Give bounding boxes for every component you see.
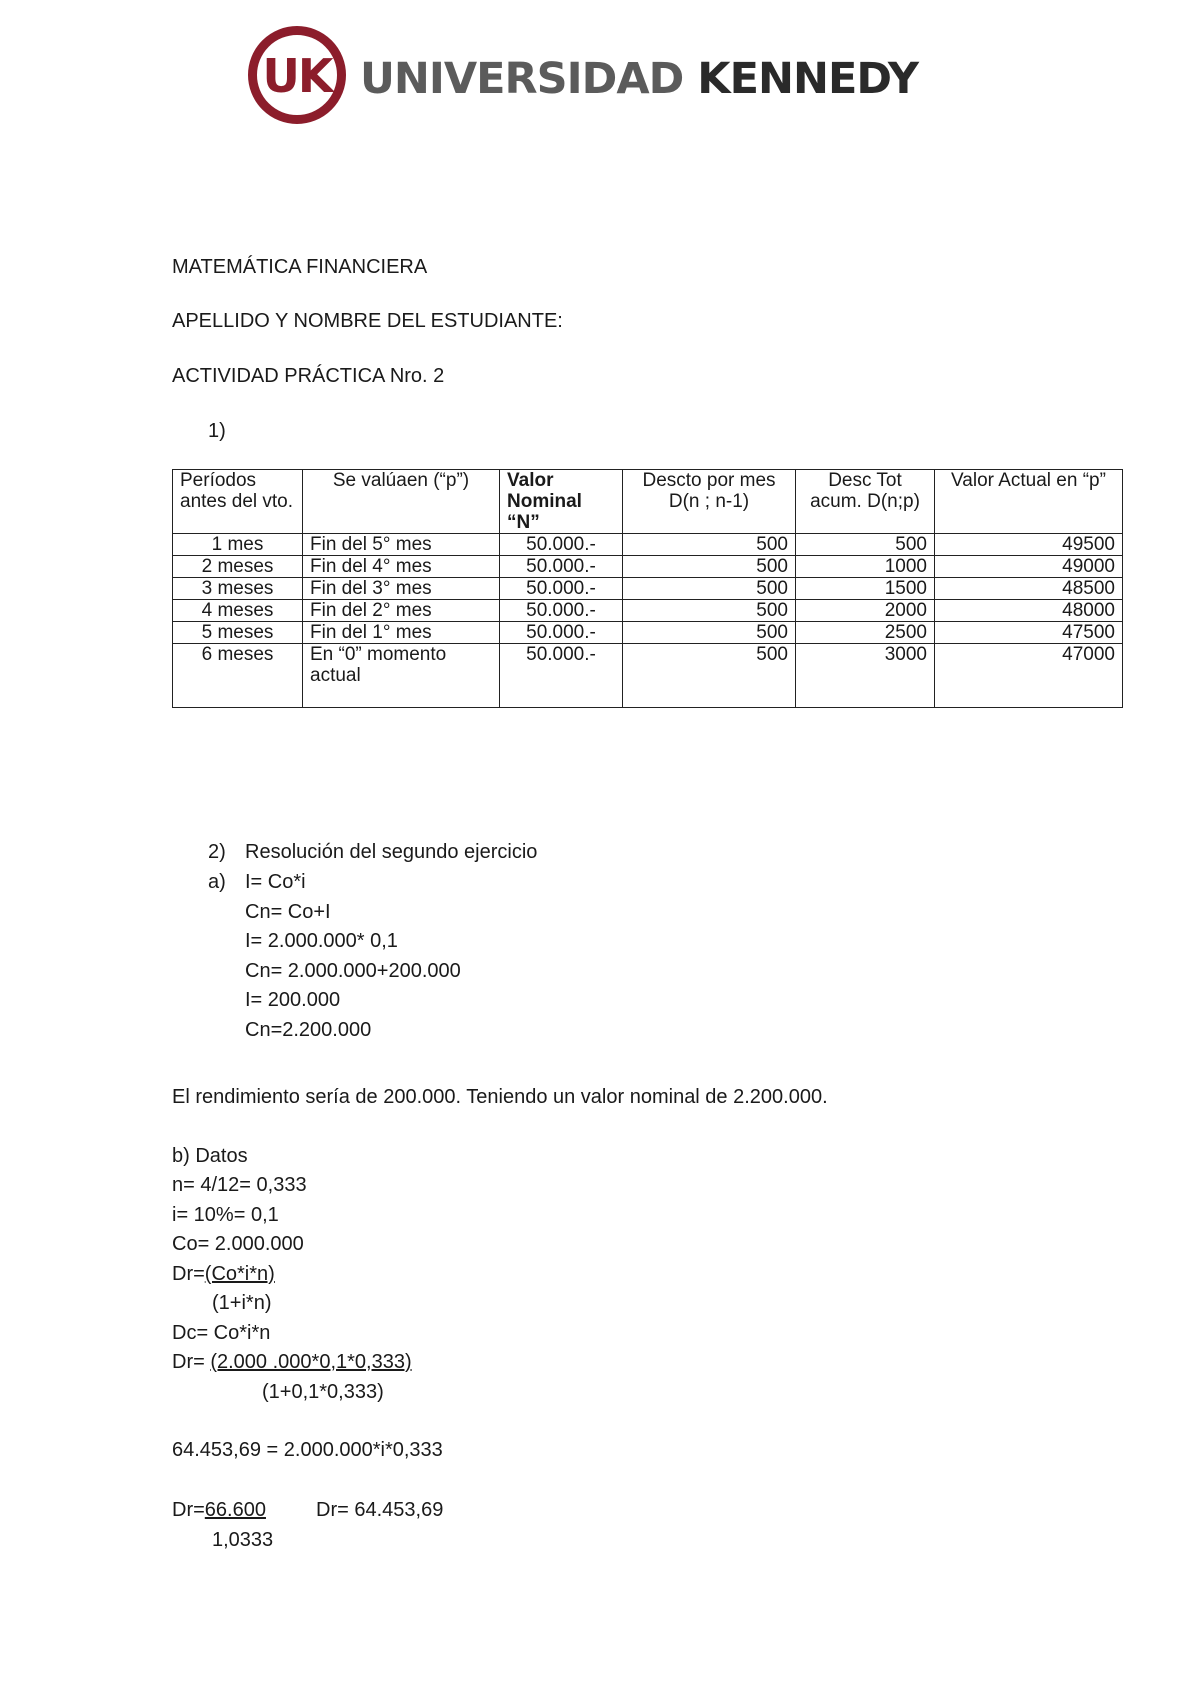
dr-sub-numerator: (2.000 .000*0,1*0,333)	[210, 1351, 412, 1373]
cell-desc-tot: 3000	[796, 644, 935, 708]
dr-sub-denominator: (1+0,1*0,333)	[262, 1381, 384, 1403]
header-descto: Descto por mes D(n ; n-1)	[623, 470, 796, 534]
cell-periodo: 6 meses	[173, 644, 303, 708]
student-name-label: APELLIDO Y NOMBRE DEL ESTUDIANTE:	[172, 310, 563, 332]
question-1-label: 1)	[208, 420, 226, 442]
cell-periodo: 5 meses	[173, 622, 303, 644]
dr-result	[172, 1498, 266, 1522]
cell-actual: 47500	[935, 622, 1123, 644]
logo-word-universidad: UNIVERSIDAD	[360, 54, 684, 104]
cell-nominal: 50.000.-	[500, 578, 623, 600]
header-periodos: Períodos antes del vto.	[173, 470, 303, 534]
table-row	[173, 556, 1123, 578]
dr-result-prefix: Dr=	[172, 1499, 205, 1521]
cell-descto: 500	[623, 556, 796, 578]
section-2-title: Resolución del segundo ejercicio	[245, 841, 538, 863]
university-logo	[248, 26, 948, 121]
logo-word-kennedy: KENNEDY	[697, 54, 919, 104]
cell-valua: Fin del 5° mes	[303, 534, 500, 556]
dr-substitution	[172, 1350, 412, 1374]
dc-formula: Dc= Co*i*n	[172, 1322, 271, 1344]
header-desc-tot: Desc Tot acum. D(n;p)	[796, 470, 935, 534]
conclusion-text: El rendimiento sería de 200.000. Teniendo un valor nominal de 2.200.000.	[172, 1086, 828, 1108]
table-row	[173, 600, 1123, 622]
formula-a-1: Cn= Co+I	[245, 901, 331, 923]
logo-mark	[248, 26, 346, 124]
table-row	[173, 622, 1123, 644]
cell-valua: Fin del 1° mes	[303, 622, 500, 644]
dr-prefix: Dr=	[172, 1263, 205, 1285]
cell-actual: 47000	[935, 644, 1123, 708]
table-row	[173, 644, 1123, 708]
table-row	[173, 534, 1123, 556]
cell-descto: 500	[623, 534, 796, 556]
cell-nominal: 50.000.-	[500, 644, 623, 708]
formula-a-3: Cn= 2.000.000+200.000	[245, 960, 461, 982]
cell-periodo: 4 meses	[173, 600, 303, 622]
dr-sub-prefix: Dr=	[172, 1351, 211, 1373]
cell-periodo: 2 meses	[173, 556, 303, 578]
cell-actual: 48000	[935, 600, 1123, 622]
data-n: n= 4/12= 0,333	[172, 1174, 307, 1196]
cell-valua: Fin del 4° mes	[303, 556, 500, 578]
table-row	[173, 578, 1123, 600]
cell-desc-tot: 2500	[796, 622, 935, 644]
dr-formula	[172, 1262, 275, 1286]
cell-nominal: 50.000.-	[500, 534, 623, 556]
formula-a-0: I= Co*i	[245, 871, 306, 893]
header-valor-actual: Valor Actual en “p”	[935, 470, 1123, 534]
cell-nominal: 50.000.-	[500, 556, 623, 578]
dr-formula-denominator: (1+i*n)	[212, 1292, 272, 1314]
section-2-number: 2)	[208, 841, 226, 863]
cell-nominal: 50.000.-	[500, 600, 623, 622]
formula-a-4: I= 200.000	[245, 989, 341, 1011]
part-a-label: a)	[208, 871, 226, 893]
activity-title: ACTIVIDAD PRÁCTICA Nro. 2	[172, 365, 445, 387]
dr-result-denominator: 1,0333	[212, 1529, 274, 1551]
cell-nominal: 50.000.-	[500, 622, 623, 644]
formula-a-2: I= 2.000.000* 0,1	[245, 930, 398, 952]
cell-descto: 500	[623, 578, 796, 600]
cell-descto: 500	[623, 600, 796, 622]
cell-actual: 49000	[935, 556, 1123, 578]
cell-desc-tot: 1000	[796, 556, 935, 578]
equation-line: 64.453,69 = 2.000.000*i*0,333	[172, 1439, 443, 1461]
section-2-heading	[208, 840, 537, 864]
cell-desc-tot: 2000	[796, 600, 935, 622]
cell-actual: 49500	[935, 534, 1123, 556]
header-valor-nominal: Valor Nominal “N”	[500, 470, 623, 534]
cell-valua: Fin del 3° mes	[303, 578, 500, 600]
cell-descto: 500	[623, 622, 796, 644]
cell-desc-tot: 1500	[796, 578, 935, 600]
cell-valua: Fin del 2° mes	[303, 600, 500, 622]
data-co: Co= 2.000.000	[172, 1233, 304, 1255]
document-title: MATEMÁTICA FINANCIERA	[172, 256, 428, 278]
data-i: i= 10%= 0,1	[172, 1204, 279, 1226]
cell-actual: 48500	[935, 578, 1123, 600]
dr-result-numerator: 66.600	[204, 1499, 266, 1521]
formula-line	[208, 870, 306, 894]
logo-mark-text: UK	[262, 49, 332, 103]
cell-valua: En “0” momento actual	[303, 644, 500, 708]
dr-final: Dr= 64.453,69	[316, 1499, 444, 1521]
cell-desc-tot: 500	[796, 534, 935, 556]
formula-a-5: Cn=2.200.000	[245, 1019, 372, 1041]
dr-formula-numerator: (Co*i*n)	[204, 1263, 275, 1285]
cell-descto: 500	[623, 644, 796, 708]
cell-periodo: 3 meses	[173, 578, 303, 600]
logo-wordmark	[360, 54, 918, 104]
header-se-valuaen: Se valúaen (“p”)	[303, 470, 500, 534]
part-b-title: b) Datos	[172, 1145, 248, 1167]
table-header-row	[173, 470, 1123, 534]
discount-table	[172, 469, 1123, 708]
cell-periodo: 1 mes	[173, 534, 303, 556]
